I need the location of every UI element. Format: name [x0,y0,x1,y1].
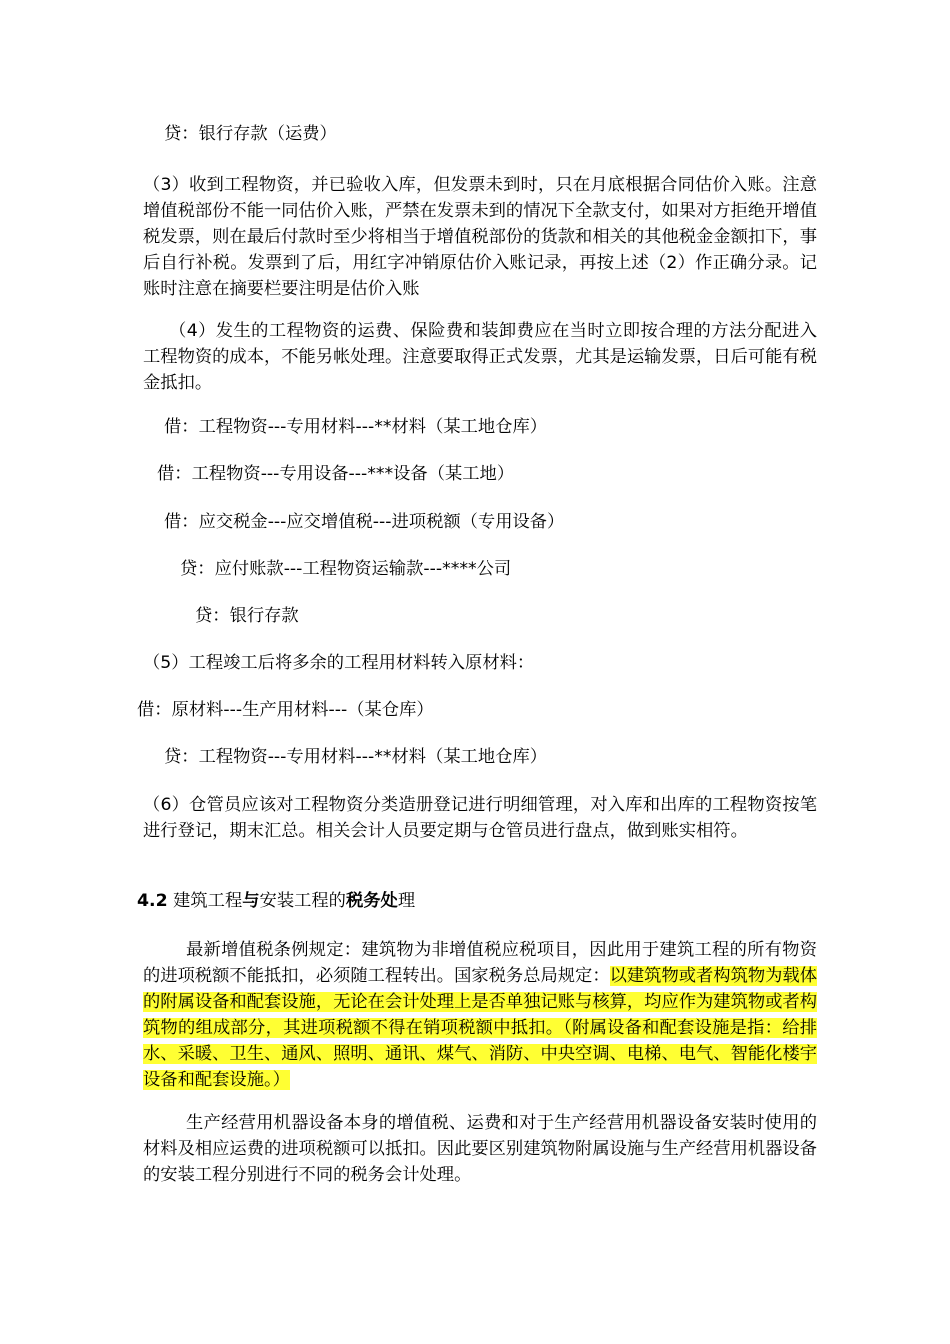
credit-line-bank-freight: 贷：银行存款（运费） [164,124,337,144]
paragraph-item-5: （5）工程竣工后将多余的工程用材料转入原材料： [143,653,535,673]
highlighted-text: 以建筑物或者构筑物为载体的附属设备和配套设施，无论在会计处理上是否单独记账与核算，均应作为建筑物或者构筑物的组成部分，其进项税额不得在销项税额中抵扣。（附属设备和配套设施是指：给排水、采暖、卫生、通风、照明、通讯、煤气、消防、中央空调、电梯、电气、智能化楼宇设备和配套设施。） [143,966,817,1090]
credit-line-2: 贷：银行存款 [195,606,299,626]
debit-line-4: 借：原材料---生产用材料---（某仓库） [137,700,434,720]
paragraph-text: 最新增值税条例规定：建筑物为非增值税应税项目，因此用于建筑工程的所有物资的进项税额不能抵扣，必须随工程转出。国家税务总局规定： [143,940,817,986]
debit-line-3: 借：应交税金---应交增值税---进项税额（专用设备） [164,512,565,532]
credit-line-3: 贷：工程物资---专用材料---**材料（某工地仓库） [164,747,548,767]
paragraph-vat-rules [143,937,817,1093]
section-title-part: 税务处 [345,891,398,911]
debit-line-1: 借：工程物资---专用材料---**材料（某工地仓库） [164,417,548,437]
credit-line-1: 贷：应付账款---工程物资运输款---****公司 [180,559,512,579]
section-number: 4.2 [137,891,168,911]
section-title-part: 建筑工程 [167,891,243,911]
paragraph-item-3: （3）收到工程物资，并已验收入库，但发票未到时，只在月底根据合同估价入账。注意增值税部份不能一同估价入账，严禁在发票未到的情况下全款支付，如果对方拒绝开增值税发票，则在最后付款时至少将相当于增值税部份的货款和相关的其他税金金额扣下，事后自行补税。发票到了后，用红字冲销原估价入账记录，再按上述（2）作正确分录。记账时注意在摘要栏要注明是估价入账 [143,175,817,299]
paragraph-item-6: （6）仓管员应该对工程物资分类造册登记进行明细管理，对入库和出库的工程物资按笔进行登记，期末汇总。相关会计人员要定期与仓管员进行盘点，做到账实相符。 [143,795,817,841]
section-title-part: 安装工程的 [259,891,346,911]
section-title-part: 理 [397,891,416,911]
debit-line-2: 借：工程物资---专用设备---***设备（某工地） [157,464,515,484]
paragraph-machinery: 生产经营用机器设备本身的增值税、运费和对于生产经营用机器设备安装时使用的材料及相应运费的进项税额可以抵扣。因此要区别建筑物附属设施与生产经营用机器设备的安装工程分别进行不同的税务会计处理。 [143,1113,817,1185]
section-title-part: 与 [242,891,260,911]
section-heading [137,888,415,914]
paragraph-item-4: （4）发生的工程物资的运费、保险费和装卸费应在当时立即按合理的方法分配进入工程物资的成本，不能另帐处理。注意要取得正式发票，尤其是运输发票，日后可能有税金抵扣。 [143,321,817,393]
